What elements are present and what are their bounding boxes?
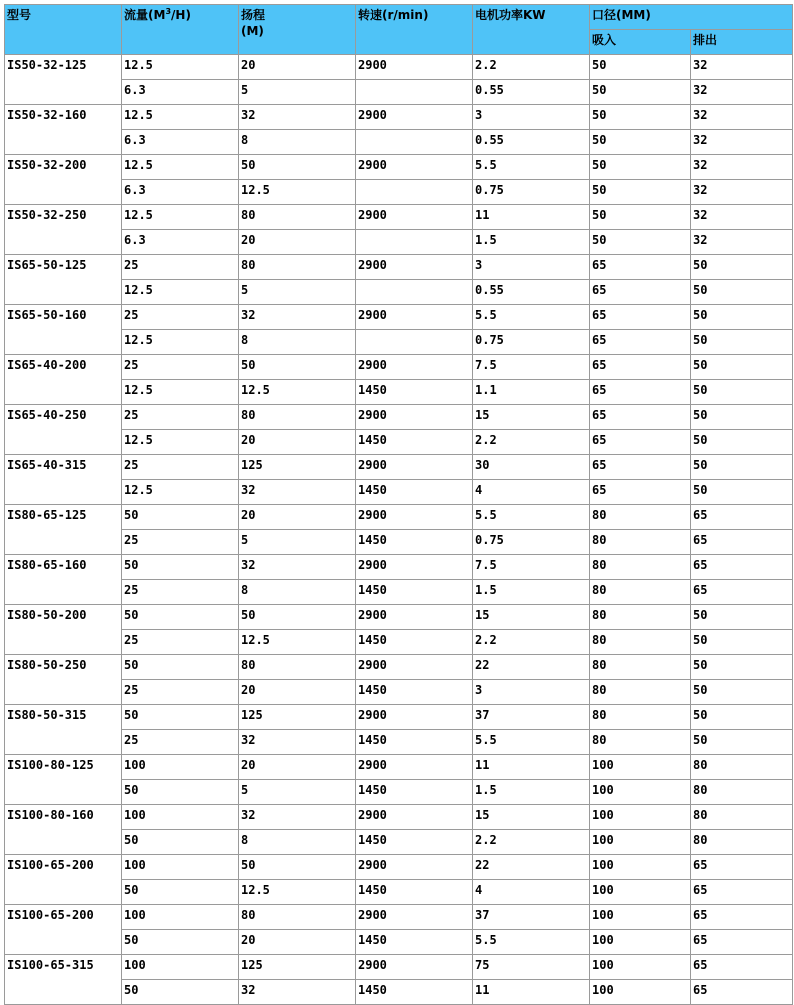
outlet-cell: 50: [691, 605, 793, 630]
outlet-cell: 80: [691, 780, 793, 805]
outlet-cell: 80: [691, 805, 793, 830]
table-row: [5, 80, 793, 105]
head-cell: 125: [239, 705, 356, 730]
flow-cell: 12.5: [122, 205, 239, 230]
head-cell: 20: [239, 680, 356, 705]
power-cell: 0.75: [473, 530, 590, 555]
table-row: [5, 830, 793, 855]
power-cell: 0.75: [473, 330, 590, 355]
pump-spec-table: [4, 4, 793, 1005]
table-row: [5, 805, 793, 830]
inlet-cell: 80: [590, 505, 691, 530]
inlet-cell: 80: [590, 680, 691, 705]
speed-cell: 2900: [356, 505, 473, 530]
header-diameter: 口径(MM): [590, 5, 793, 30]
table-row: [5, 580, 793, 605]
power-cell: 2.2: [473, 630, 590, 655]
flow-cell: 12.5: [122, 155, 239, 180]
outlet-cell: 32: [691, 130, 793, 155]
speed-cell: 1450: [356, 880, 473, 905]
model-cell: IS65-50-125: [5, 255, 122, 305]
head-cell: 8: [239, 330, 356, 355]
inlet-cell: 65: [590, 305, 691, 330]
outlet-cell: 32: [691, 230, 793, 255]
head-cell: 20: [239, 230, 356, 255]
power-cell: 11: [473, 980, 590, 1005]
speed-cell: 1450: [356, 430, 473, 455]
flow-cell: 50: [122, 655, 239, 680]
flow-cell: 12.5: [122, 380, 239, 405]
header-speed: 转速(r/min): [356, 5, 473, 55]
table-row: [5, 55, 793, 80]
speed-cell: 2900: [356, 105, 473, 130]
table-row: [5, 755, 793, 780]
table-header: [5, 5, 793, 55]
speed-cell: 2900: [356, 455, 473, 480]
inlet-cell: 65: [590, 380, 691, 405]
speed-cell: 2900: [356, 905, 473, 930]
inlet-cell: 80: [590, 555, 691, 580]
speed-cell: 1450: [356, 580, 473, 605]
model-cell: IS100-65-200: [5, 855, 122, 905]
power-cell: 11: [473, 755, 590, 780]
speed-cell: 2900: [356, 655, 473, 680]
outlet-cell: 65: [691, 530, 793, 555]
inlet-cell: 100: [590, 930, 691, 955]
flow-cell: 25: [122, 630, 239, 655]
head-cell: 5: [239, 530, 356, 555]
model-cell: IS65-40-200: [5, 355, 122, 405]
model-cell: IS80-50-250: [5, 655, 122, 705]
outlet-cell: 50: [691, 455, 793, 480]
flow-cell: 100: [122, 955, 239, 980]
speed-cell: 1450: [356, 980, 473, 1005]
outlet-cell: 32: [691, 80, 793, 105]
power-cell: 5.5: [473, 155, 590, 180]
flow-cell: 25: [122, 355, 239, 380]
table-row: [5, 355, 793, 380]
inlet-cell: 80: [590, 730, 691, 755]
head-cell: 12.5: [239, 630, 356, 655]
head-cell: 125: [239, 955, 356, 980]
inlet-cell: 100: [590, 880, 691, 905]
inlet-cell: 50: [590, 230, 691, 255]
outlet-cell: 50: [691, 255, 793, 280]
power-cell: 4: [473, 880, 590, 905]
table-row: [5, 505, 793, 530]
outlet-cell: 50: [691, 630, 793, 655]
power-cell: 4: [473, 480, 590, 505]
power-cell: 5.5: [473, 505, 590, 530]
head-cell: 8: [239, 830, 356, 855]
flow-cell: 12.5: [122, 105, 239, 130]
model-cell: IS50-32-200: [5, 155, 122, 205]
outlet-cell: 50: [691, 355, 793, 380]
head-cell: 80: [239, 655, 356, 680]
table-row: [5, 655, 793, 680]
outlet-cell: 80: [691, 755, 793, 780]
table-row: [5, 330, 793, 355]
flow-cell: 100: [122, 755, 239, 780]
speed-cell: 2900: [356, 605, 473, 630]
table-body: [5, 55, 793, 1005]
speed-cell: 2900: [356, 855, 473, 880]
table-row: [5, 255, 793, 280]
inlet-cell: 65: [590, 430, 691, 455]
head-cell: 50: [239, 355, 356, 380]
speed-cell: 1450: [356, 530, 473, 555]
model-cell: IS65-50-160: [5, 305, 122, 355]
outlet-cell: 50: [691, 680, 793, 705]
inlet-cell: 100: [590, 905, 691, 930]
speed-cell: 2900: [356, 805, 473, 830]
header-head: 扬程 (M): [239, 5, 356, 55]
head-cell: 5: [239, 80, 356, 105]
table-row: [5, 605, 793, 630]
speed-cell: 2900: [356, 155, 473, 180]
flow-cell: 25: [122, 730, 239, 755]
speed-cell: 1450: [356, 930, 473, 955]
speed-cell: 2900: [356, 705, 473, 730]
inlet-cell: 50: [590, 80, 691, 105]
model-cell: IS80-50-315: [5, 705, 122, 755]
power-cell: 7.5: [473, 555, 590, 580]
power-cell: 5.5: [473, 930, 590, 955]
head-cell: 125: [239, 455, 356, 480]
power-cell: 15: [473, 405, 590, 430]
flow-cell: 50: [122, 980, 239, 1005]
table-row: [5, 305, 793, 330]
table-row: [5, 705, 793, 730]
outlet-cell: 65: [691, 905, 793, 930]
speed-cell: 2900: [356, 205, 473, 230]
power-cell: 2.2: [473, 55, 590, 80]
flow-cell: 50: [122, 505, 239, 530]
power-cell: 1.1: [473, 380, 590, 405]
pump-spec-table-container: [4, 4, 792, 1005]
table-row: [5, 780, 793, 805]
model-cell: IS50-32-125: [5, 55, 122, 105]
speed-cell: [356, 80, 473, 105]
head-cell: 50: [239, 605, 356, 630]
head-cell: 20: [239, 930, 356, 955]
flow-cell: 25: [122, 580, 239, 605]
header-power: 电机功率KW: [473, 5, 590, 55]
speed-cell: 2900: [356, 405, 473, 430]
power-cell: 30: [473, 455, 590, 480]
inlet-cell: 100: [590, 805, 691, 830]
inlet-cell: 50: [590, 130, 691, 155]
flow-cell: 50: [122, 880, 239, 905]
header-inlet: 吸入: [590, 30, 691, 55]
head-cell: 32: [239, 805, 356, 830]
speed-cell: 1450: [356, 730, 473, 755]
power-cell: 7.5: [473, 355, 590, 380]
inlet-cell: 80: [590, 530, 691, 555]
power-cell: 11: [473, 205, 590, 230]
model-cell: IS50-32-160: [5, 105, 122, 155]
flow-cell: 25: [122, 680, 239, 705]
outlet-cell: 32: [691, 155, 793, 180]
table-row: [5, 880, 793, 905]
inlet-cell: 65: [590, 280, 691, 305]
power-cell: 15: [473, 805, 590, 830]
flow-cell: 12.5: [122, 430, 239, 455]
speed-cell: [356, 130, 473, 155]
head-cell: 5: [239, 780, 356, 805]
power-cell: 2.2: [473, 430, 590, 455]
model-cell: IS80-50-200: [5, 605, 122, 655]
table-row: [5, 905, 793, 930]
outlet-cell: 50: [691, 655, 793, 680]
power-cell: 5.5: [473, 730, 590, 755]
head-cell: 20: [239, 55, 356, 80]
power-cell: 1.5: [473, 780, 590, 805]
flow-cell: 6.3: [122, 180, 239, 205]
outlet-cell: 65: [691, 855, 793, 880]
speed-cell: 2900: [356, 955, 473, 980]
inlet-cell: 80: [590, 655, 691, 680]
power-cell: 3: [473, 105, 590, 130]
head-cell: 50: [239, 855, 356, 880]
inlet-cell: 100: [590, 830, 691, 855]
outlet-cell: 50: [691, 280, 793, 305]
power-cell: 3: [473, 680, 590, 705]
table-row: [5, 530, 793, 555]
speed-cell: 1450: [356, 680, 473, 705]
flow-cell: 12.5: [122, 330, 239, 355]
head-cell: 32: [239, 480, 356, 505]
table-row: [5, 680, 793, 705]
speed-cell: [356, 280, 473, 305]
power-cell: 15: [473, 605, 590, 630]
speed-cell: [356, 180, 473, 205]
power-cell: 0.55: [473, 80, 590, 105]
head-cell: 12.5: [239, 880, 356, 905]
speed-cell: 2900: [356, 555, 473, 580]
model-cell: IS100-65-200: [5, 905, 122, 955]
head-cell: 8: [239, 580, 356, 605]
outlet-cell: 50: [691, 705, 793, 730]
head-cell: 32: [239, 105, 356, 130]
inlet-cell: 65: [590, 405, 691, 430]
inlet-cell: 100: [590, 855, 691, 880]
flow-cell: 12.5: [122, 480, 239, 505]
flow-cell: 25: [122, 455, 239, 480]
speed-cell: [356, 230, 473, 255]
head-cell: 20: [239, 430, 356, 455]
inlet-cell: 65: [590, 455, 691, 480]
head-cell: 20: [239, 755, 356, 780]
outlet-cell: 65: [691, 505, 793, 530]
head-cell: 32: [239, 305, 356, 330]
head-cell: 32: [239, 730, 356, 755]
flow-cell: 12.5: [122, 280, 239, 305]
power-cell: 37: [473, 905, 590, 930]
table-row: [5, 730, 793, 755]
model-cell: IS65-40-315: [5, 455, 122, 505]
power-cell: 0.55: [473, 130, 590, 155]
head-cell: 8: [239, 130, 356, 155]
speed-cell: 1450: [356, 480, 473, 505]
outlet-cell: 32: [691, 105, 793, 130]
header-model: 型号: [5, 5, 122, 55]
flow-cell: 6.3: [122, 130, 239, 155]
inlet-cell: 100: [590, 755, 691, 780]
inlet-cell: 80: [590, 580, 691, 605]
speed-cell: 1450: [356, 380, 473, 405]
table-row: [5, 280, 793, 305]
speed-cell: [356, 330, 473, 355]
power-cell: 75: [473, 955, 590, 980]
table-row: [5, 930, 793, 955]
outlet-cell: 65: [691, 930, 793, 955]
outlet-cell: 32: [691, 180, 793, 205]
power-cell: 0.55: [473, 280, 590, 305]
flow-cell: 25: [122, 405, 239, 430]
outlet-cell: 65: [691, 580, 793, 605]
power-cell: 22: [473, 655, 590, 680]
inlet-cell: 100: [590, 780, 691, 805]
inlet-cell: 65: [590, 355, 691, 380]
table-row: [5, 405, 793, 430]
table-row: [5, 205, 793, 230]
flow-cell: 100: [122, 905, 239, 930]
power-cell: 5.5: [473, 305, 590, 330]
head-cell: 80: [239, 255, 356, 280]
power-cell: 1.5: [473, 230, 590, 255]
outlet-cell: 80: [691, 830, 793, 855]
inlet-cell: 80: [590, 630, 691, 655]
inlet-cell: 80: [590, 705, 691, 730]
inlet-cell: 65: [590, 480, 691, 505]
outlet-cell: 50: [691, 430, 793, 455]
table-row: [5, 980, 793, 1005]
outlet-cell: 50: [691, 405, 793, 430]
outlet-cell: 50: [691, 730, 793, 755]
flow-cell: 50: [122, 555, 239, 580]
table-row: [5, 430, 793, 455]
inlet-cell: 100: [590, 955, 691, 980]
head-cell: 32: [239, 555, 356, 580]
power-cell: 2.2: [473, 830, 590, 855]
power-cell: 1.5: [473, 580, 590, 605]
table-row: [5, 955, 793, 980]
model-cell: IS100-65-315: [5, 955, 122, 1005]
head-cell: 12.5: [239, 380, 356, 405]
table-row: [5, 155, 793, 180]
head-cell: 80: [239, 405, 356, 430]
inlet-cell: 65: [590, 255, 691, 280]
model-cell: IS65-40-250: [5, 405, 122, 455]
head-cell: 80: [239, 905, 356, 930]
table-row: [5, 455, 793, 480]
power-cell: 0.75: [473, 180, 590, 205]
flow-cell: 100: [122, 855, 239, 880]
model-cell: IS100-80-125: [5, 755, 122, 805]
inlet-cell: 100: [590, 980, 691, 1005]
outlet-cell: 65: [691, 955, 793, 980]
head-cell: 5: [239, 280, 356, 305]
speed-cell: 2900: [356, 755, 473, 780]
head-cell: 80: [239, 205, 356, 230]
table-row: [5, 380, 793, 405]
model-cell: IS100-80-160: [5, 805, 122, 855]
power-cell: 22: [473, 855, 590, 880]
model-cell: IS50-32-250: [5, 205, 122, 255]
flow-cell: 12.5: [122, 55, 239, 80]
table-row: [5, 555, 793, 580]
outlet-cell: 50: [691, 480, 793, 505]
flow-cell: 25: [122, 530, 239, 555]
table-row: [5, 630, 793, 655]
speed-cell: 2900: [356, 305, 473, 330]
inlet-cell: 80: [590, 605, 691, 630]
model-cell: IS80-65-160: [5, 555, 122, 605]
outlet-cell: 65: [691, 555, 793, 580]
head-cell: 20: [239, 505, 356, 530]
inlet-cell: 50: [590, 205, 691, 230]
outlet-cell: 65: [691, 980, 793, 1005]
table-row: [5, 130, 793, 155]
speed-cell: 1450: [356, 780, 473, 805]
table-row: [5, 480, 793, 505]
head-cell: 50: [239, 155, 356, 180]
speed-cell: 2900: [356, 255, 473, 280]
inlet-cell: 65: [590, 330, 691, 355]
flow-cell: 6.3: [122, 80, 239, 105]
flow-cell: 25: [122, 305, 239, 330]
model-cell: IS80-65-125: [5, 505, 122, 555]
outlet-cell: 50: [691, 305, 793, 330]
inlet-cell: 50: [590, 105, 691, 130]
table-row: [5, 180, 793, 205]
flow-cell: 50: [122, 705, 239, 730]
flow-cell: 100: [122, 805, 239, 830]
header-flow: 流量$(M^3/H)$: [122, 5, 239, 55]
outlet-cell: 50: [691, 330, 793, 355]
flow-cell: 50: [122, 830, 239, 855]
table-row: [5, 105, 793, 130]
header-outlet: 排出: [691, 30, 793, 55]
table-row: [5, 855, 793, 880]
speed-cell: 1450: [356, 630, 473, 655]
outlet-cell: 50: [691, 380, 793, 405]
inlet-cell: 50: [590, 180, 691, 205]
flow-cell: 6.3: [122, 230, 239, 255]
table-row: [5, 230, 793, 255]
flow-cell: 50: [122, 930, 239, 955]
flow-cell: 50: [122, 780, 239, 805]
outlet-cell: 32: [691, 205, 793, 230]
power-cell: 37: [473, 705, 590, 730]
speed-cell: 1450: [356, 830, 473, 855]
outlet-cell: 65: [691, 880, 793, 905]
speed-cell: 2900: [356, 55, 473, 80]
speed-cell: 2900: [356, 355, 473, 380]
inlet-cell: 50: [590, 155, 691, 180]
outlet-cell: 32: [691, 55, 793, 80]
flow-cell: 25: [122, 255, 239, 280]
head-cell: 32: [239, 980, 356, 1005]
head-cell: 12.5: [239, 180, 356, 205]
inlet-cell: 50: [590, 55, 691, 80]
power-cell: 3: [473, 255, 590, 280]
flow-cell: 50: [122, 605, 239, 630]
